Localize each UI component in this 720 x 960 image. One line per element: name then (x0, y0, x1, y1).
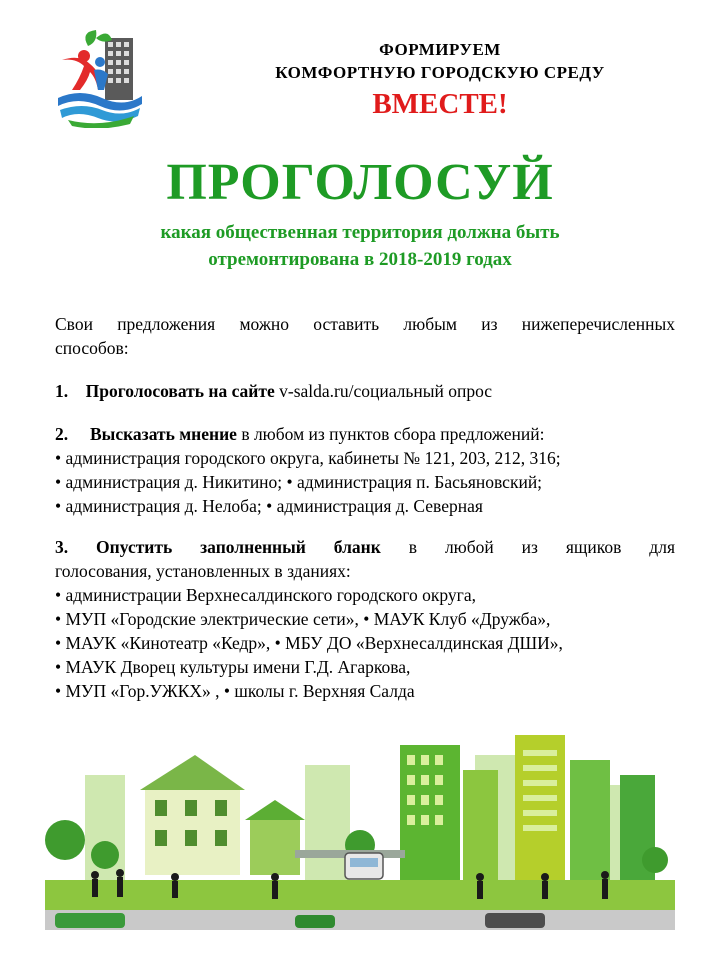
item-2-number: 2. (55, 424, 69, 444)
item-2-line-2: • администрация д. Никитино; • администрация п. Басьяновский; (55, 472, 543, 492)
intro-line-1: Свои предложения можно оставить любым из нижеперечисленных (55, 314, 675, 334)
item-3 (55, 535, 675, 559)
item-1-bold: Проголосовать на сайте (85, 381, 275, 401)
item-3-line-2: голосования, установленных в зданиях: (55, 561, 351, 581)
item-3-line-a: • администрации Верхнесалдинского городского округа, (55, 585, 476, 605)
intro-line-2: способов: (55, 338, 129, 358)
item-3-line-b: • МУП «Городские электрические сети», • МАУК Клуб «Дружба», (55, 609, 551, 629)
item-2-text: в любом из пунктов сбора предложений: (236, 424, 545, 444)
logo-icon (50, 28, 150, 128)
item-3-text: в любой из ящиков для (380, 537, 675, 557)
item-1 (55, 379, 675, 403)
header-line-3: ВМЕСТЕ! (372, 88, 508, 120)
item-1-number: 1. (55, 381, 69, 401)
item-3-line-d: • МАУК Дворец культуры имени Г.Д. Агаркова, (55, 657, 411, 677)
subtitle-line-1: какая общественная территория должна быть (160, 222, 560, 243)
item-2 (55, 422, 675, 446)
page-title: ПРОГОЛОСУЙ (166, 154, 554, 211)
item-2-line-1: • администрация городского округа, кабинеты № 121, 203, 212, 316; (55, 448, 561, 468)
header-line-1: ФОРМИРУЕМ (379, 40, 501, 59)
city-illustration (45, 735, 675, 930)
item-2-bold: Высказать мнение (90, 424, 237, 444)
item-3-line-e: • МУП «Гор.УЖКХ» , • школы г. Верхняя Салда (55, 681, 415, 701)
item-3-line-c: • МАУК «Кинотеатр «Кедр», • МБУ ДО «Верхнесалдинская ДШИ», (55, 633, 563, 653)
item-2-line-3: • администрация д. Нелоба; • администрация д. Северная (55, 496, 483, 516)
item-1-text: v-salda.ru/социальный опрос (274, 381, 493, 401)
item-3-bold: 3. Опустить заполненный бланк (55, 537, 381, 557)
document-body (55, 312, 675, 703)
header-line-2: КОМФОРТНУЮ ГОРОДСКУЮ СРЕДУ (275, 63, 605, 82)
subtitle-line-2: отремонтирована в 2018-2019 годах (208, 249, 512, 270)
